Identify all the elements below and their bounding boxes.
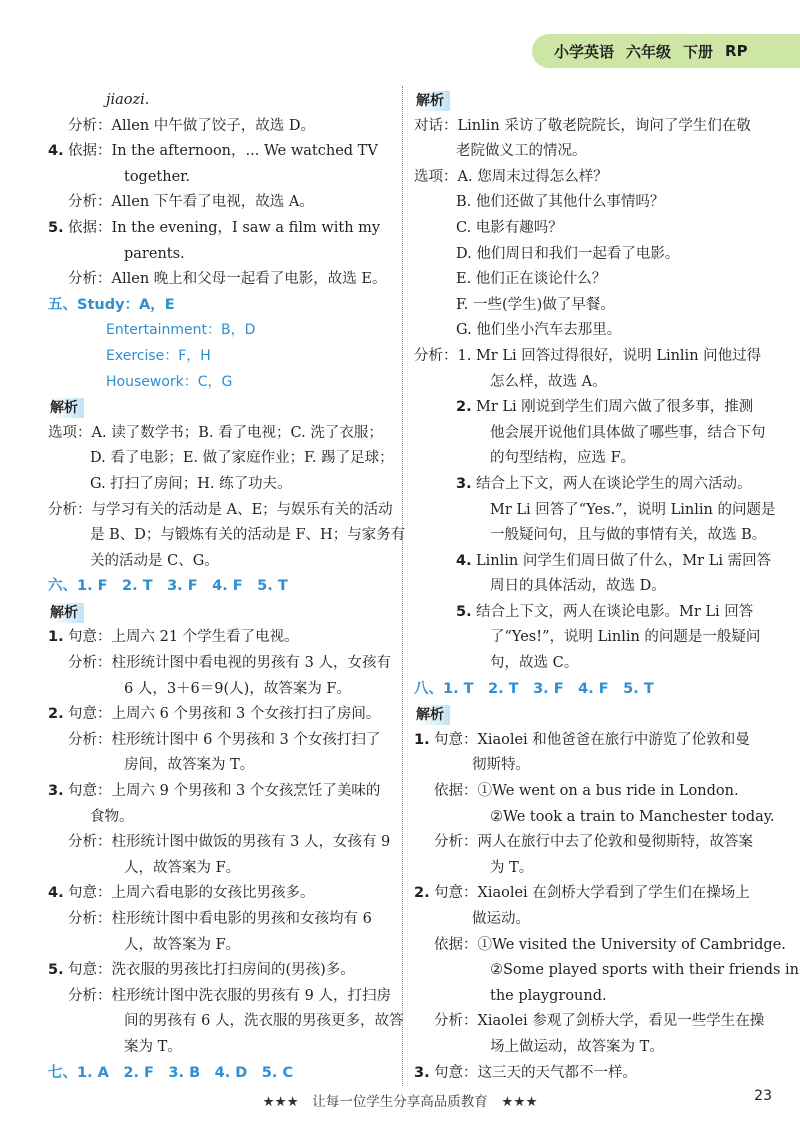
text-line: 食物。 [90,808,134,825]
section-answer: 七、1. A 2. F 3. B 4. D 5. C [48,1064,294,1081]
list-item: 2. 句意：上周六 6 个男孩和 3 个女孩打扫了房间。 [48,702,418,728]
item-number: 2. [456,399,472,416]
text-line: Mr Li 回答了“Yes.”，说明 Linlin 的问题是 [490,501,776,518]
item-number: 4. [456,552,472,569]
section-answer: 八、1. T 2. T 3. F 4. F 5. T [414,680,654,697]
list-item: 3. 结合上下文，两人在谈论学生的周六活动。 [414,472,786,498]
list-item: 4. 句意：上周六看电影的女孩比男孩多。 [48,881,418,907]
text-line: jiaozi. [106,92,150,108]
text-line: 分析：Allen 中午做了饺子，故选 D。 [68,117,316,134]
list-item: 1. 句意：Xiaolei 和他爸爸在旅行中游览了伦敦和曼 [414,728,786,754]
text-line: 分析：柱形统计图中看电视的男孩有 3 人，女孩有 [68,655,391,672]
analysis-heading: 解析 [48,600,418,626]
text-line: 的句型结构，应选 F。 [490,450,636,467]
text-line: E. 他们正在谈论什么？ [456,271,607,288]
list-item: 5. 结合上下文，两人在谈论电影。Mr Li 回答 [414,600,786,626]
text-line: parents. [124,245,185,262]
text-line: 他会展开说他们具体做了哪些事，结合下句 [490,424,766,441]
text-line: 房间，故答案为 T。 [124,757,255,774]
text-line: 分析：柱形统计图中 6 个男孩和 3 个女孩打扫了 [68,731,381,748]
header-tab [532,34,800,68]
text-line: 分析：两人在旅行中去了伦敦和曼彻斯特，故答案 [434,834,753,851]
text-line: 关的活动是 C、G。 [90,552,219,569]
item-number: 3. [414,1064,430,1081]
analysis-heading: 解析 [414,702,786,728]
text-line: 选项：A. 读了数学书；B. 看了电视；C. 洗了衣服； [48,424,383,441]
analysis-heading: 解析 [48,395,418,421]
text-line: 为 T。 [490,859,534,876]
text-line: 怎么样，故选 A。 [490,373,607,390]
item-number: 1. [414,731,430,748]
text-line: 分析：1. Mr Li 回答过得很好，说明 Linlin 问他过得 [414,347,762,364]
header-grade: 六年级 [626,42,672,61]
text-line: 是 B、D；与锻炼有关的活动是 F、H；与家务有 [90,527,406,544]
text-line: 分析：Xiaolei 参观了剑桥大学，看见一些学生在操 [434,1013,765,1030]
item-number: 2. [414,885,430,902]
page-body [0,88,800,1081]
text-line: B. 他们还做了其他什么事情吗？ [456,194,665,211]
item-number: 1. [48,629,64,646]
item-number: 4. [48,885,64,902]
text-line: 一般疑问句，且与做的事情有关，故选 B。 [490,527,767,544]
text-line: 案为 T。 [124,1038,182,1055]
text-line: 场上做运动，故答案为 T。 [490,1038,664,1055]
text-line: F. 一些(学生)做了早餐。 [456,296,615,313]
text-line: together. [124,168,191,185]
item-number: 5. [456,603,472,620]
text-line: the playground. [490,987,607,1004]
text-line: ②Some played sports with their friends in [490,962,800,979]
item-number: 3. [456,475,472,492]
list-item: 5. 句意：洗衣服的男孩比打扫房间的(男孩)多。 [48,958,418,984]
page-number: 23 [754,1088,772,1104]
item-number: 5. [48,219,64,236]
answer-line: Housework：C，G [106,373,233,390]
left-column [48,88,418,1086]
text-line: 了“Yes!”，说明 Linlin 的问题是一般疑问 [490,629,761,646]
item-number: 2. [48,706,64,723]
text-line: ②We took a train to Manchester today. [490,808,775,825]
text-line: 依据：①We visited the University of Cambridge. [434,936,786,953]
list-item: 3. 句意：上周六 9 个男孩和 3 个女孩烹饪了美味的 [48,779,418,805]
section-answer: 六、1. F 2. T 3. F 4. F 5. T [48,578,288,595]
text-line: 做运动。 [472,911,530,927]
text-line: 句，故选 C。 [490,655,579,672]
text-line: D. 看了电影；E. 做了家庭作业；F. 踢了足球； [90,450,394,467]
list-item: 1. 句意：上周六 21 个学生看了电视。 [48,625,418,651]
text-line: 依据：①We went on a bus ride in London. [434,783,739,800]
text-line: 分析：柱形统计图中洗衣服的男孩有 9 人，打扫房 [68,987,391,1004]
text-line: 人，故答案为 F。 [124,859,241,876]
text-line: 间的男孩有 6 人，洗衣服的男孩更多，故答 [124,1013,404,1030]
list-item: 2. Mr Li 刚说到学生们周六做了很多事，推测 [414,395,786,421]
header-volume: 下册 [683,42,714,61]
text-line: G. 他们坐小汽车去那里。 [456,322,622,339]
text-line: 老院做义工的情况。 [456,143,587,160]
answer-line: Exercise：F，H [106,347,211,364]
text-line: 彻斯特。 [472,757,530,774]
text-line: D. 他们周日和我们一起看了电影。 [456,245,680,262]
header-subject: 小学英语 [554,42,615,61]
item-number: 3. [48,783,64,800]
text-line: 分析：Allen 下午看了电视，故选 A。 [68,194,314,211]
list-item: 5. 依据：In the evening，I saw a film with my [48,216,418,242]
text-line: 选项：A. 您周末过得怎么样？ [414,168,608,185]
right-column [414,88,800,1086]
answer-line: Entertainment：B，D [106,322,256,339]
text-line: 分析：柱形统计图中看电影的男孩和女孩均有 6 [68,911,372,927]
text-line: G. 打扫了房间；H. 练了功夫。 [90,475,292,492]
text-line: 6 人，3＋6＝9(人)，故答案为 F。 [124,680,351,697]
list-item: 2. 句意：Xiaolei 在剑桥大学看到了学生们在操场上 [414,881,786,907]
text-line: 人，故答案为 F。 [124,936,241,953]
text-line: 分析：柱形统计图中做饭的男孩有 3 人，女孩有 9 [68,834,391,851]
footer-slogan: ★★★ 让每一位学生分享高品质教育 ★★★ [262,1094,538,1110]
header-edition: RP [725,42,748,60]
text-line: 对话：Linlin 采访了敬老院院长，询问了学生们在敬 [414,117,751,134]
text-line: 分析：Allen 晚上和父母一起看了电影，故选 E。 [68,271,387,288]
list-item: 4. Linlin 问学生们周日做了什么，Mr Li 需回答 [414,549,786,575]
text-line: 周日的具体活动，故选 D。 [490,578,666,595]
analysis-heading: 解析 [414,88,786,114]
list-item: 3. 句意：这三天的天气都不一样。 [414,1061,786,1087]
list-item: 4. 依据：In the afternoon，... We watched TV [48,139,418,165]
section-answer: 五、Study：A，E [48,296,175,313]
text-line: C. 电影有趣吗？ [456,219,563,236]
item-number: 4. [48,143,64,160]
text-line: 分析：与学习有关的活动是 A、E；与娱乐有关的活动 [48,501,393,518]
item-number: 5. [48,962,64,979]
